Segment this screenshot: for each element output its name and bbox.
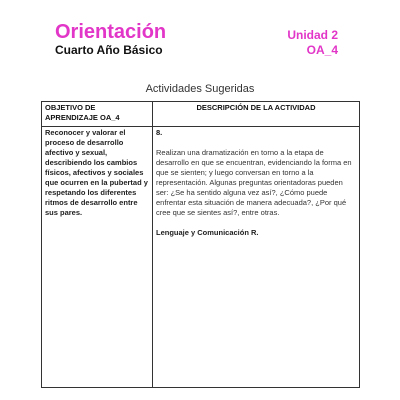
- section-title: Actividades Sugeridas: [145, 83, 255, 95]
- grade-subtitle: Cuarto Año Básico: [55, 43, 163, 57]
- objective-cell: Reconocer y valorar el proceso de desarrollo afectivo y sexual, describiendo los cambios físicos, afectivos y sociales que ocurren en la pubertad y respetando los diferentes ritmos de desarrollo entre sus pares.: [42, 127, 153, 388]
- description-cell: [153, 127, 360, 388]
- objective-column-header: OBJETIVO DE APRENDIZAJE OA_4: [42, 102, 153, 127]
- table-header-row: [42, 102, 360, 127]
- activity-text: Realizan una dramatización en torno a la etapa de desarrollo en que se encuentran, evidenciando la forma en que se sienten; y luego conversan en torno a la representación. Algunas preguntas orientadoras pueden ser: ¿Se ha sentido alguna vez así?, ¿Cómo puede enfrentar esta situación de manera adecuada?, ¿Por qué cree que se sientes así?, entre otras.: [156, 148, 352, 217]
- unit-label: Unidad 2: [287, 28, 338, 42]
- page-title: Orientación: [55, 21, 167, 43]
- subject-link-label: Lenguaje y Comunicación R.: [156, 228, 259, 237]
- activity-number: 8.: [156, 128, 163, 137]
- description-column-header: DESCRIPCIÓN DE LA ACTIVIDAD: [153, 102, 360, 127]
- table-row: [42, 127, 360, 388]
- oa-code-label: OA_4: [306, 43, 338, 57]
- activities-table: [41, 101, 360, 388]
